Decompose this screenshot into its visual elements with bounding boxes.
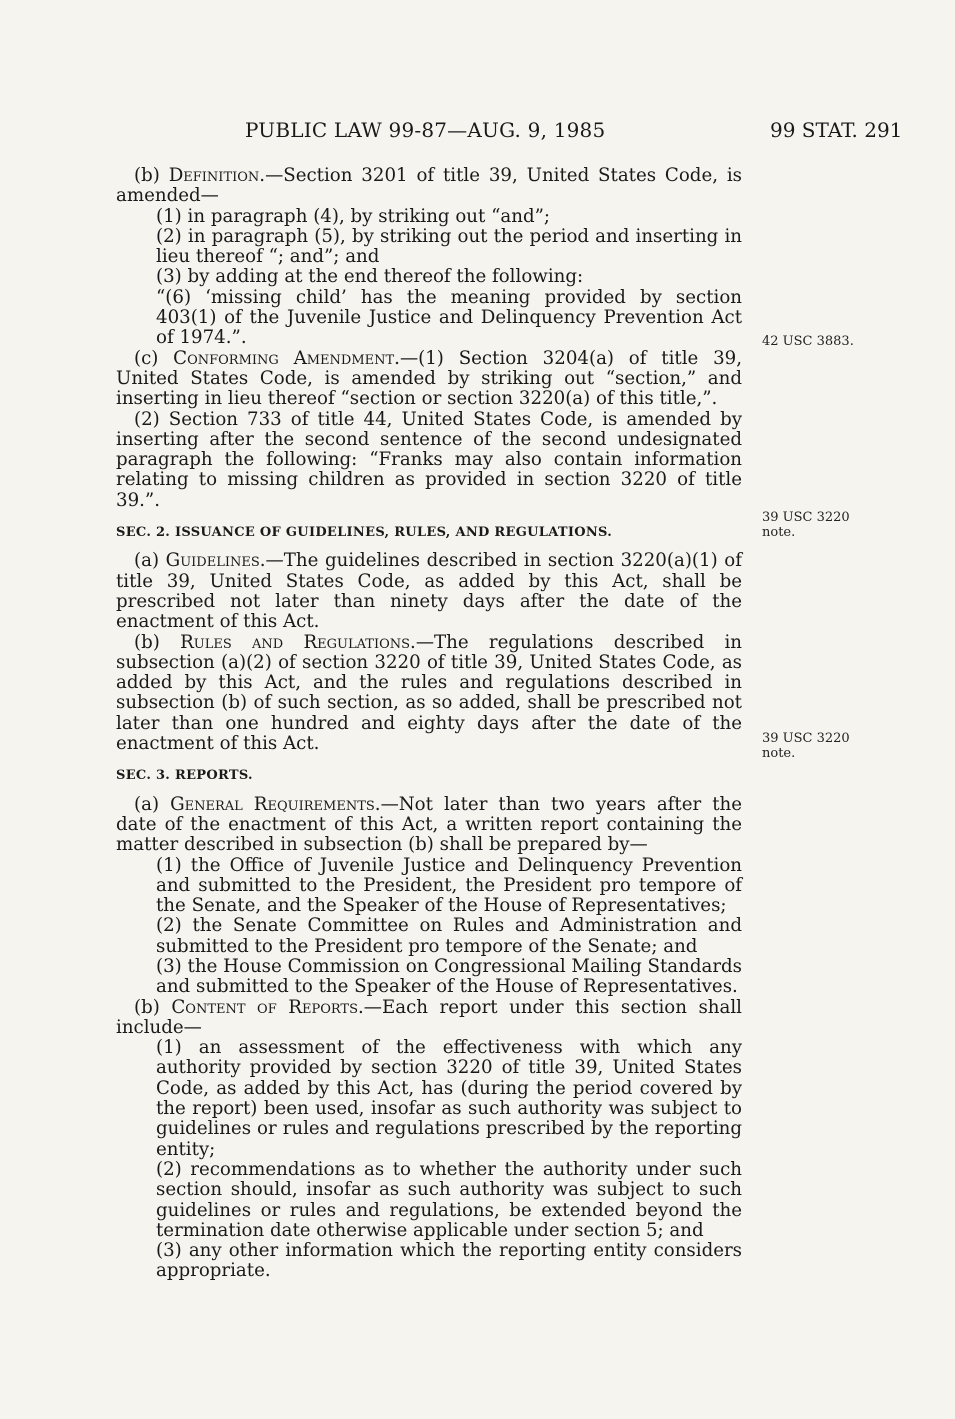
clause-3a3: (3) the House Commission on Congressional Mailing Standards and submitted to the Speaker of the House of Representatives. xyxy=(156,955,742,998)
paragraph-2a-guidelines xyxy=(116,551,742,632)
page-citation: 99 STAT. 291 xyxy=(770,118,903,142)
paragraph-b-definition xyxy=(116,166,742,207)
paragraph-c-conforming xyxy=(116,349,742,410)
paragraph-label: (a) xyxy=(134,550,166,572)
subsection-heading: Guidelines xyxy=(165,550,260,572)
clause-3b2: (2) recommendations as to whether the authority under such section should, insofar as such authority was subject to such guidelines or rules and regulations, be extended beyond the termination date otherwise applicable under section 5; and xyxy=(156,1158,742,1241)
clause-3b3: (3) any other information which the reporting entity considers appropriate. xyxy=(156,1240,742,1282)
paragraph-label: (b) xyxy=(134,631,181,653)
subsection-heading: Definition xyxy=(168,165,260,186)
paragraph-label: (a) xyxy=(134,793,171,815)
clause-3a1: (1) the Office of Juvenile Justice and Delinquency Prevention and submitted to the President, the President pro tempore of the Senate, and the Speaker of the House of Representatives; xyxy=(156,854,742,917)
clause-b2: (2) in paragraph (5), by striking out the period and inserting in lieu thereof “; and”; and xyxy=(156,225,742,268)
margin-note-42usc3883 xyxy=(762,334,872,349)
margin-note-text: 39 USC 3220 xyxy=(762,510,850,525)
section-2-heading: SEC. 2. ISSUANCE OF GUIDELINES, RULES, AND REGULATIONS. xyxy=(116,525,613,541)
subsection-heading: Content of Reports xyxy=(171,996,358,1018)
paragraph-label: (c) xyxy=(134,347,174,369)
subsection-heading: Conforming Amendment xyxy=(173,347,395,369)
margin-note-39usc3220-sec2 xyxy=(762,510,872,540)
paragraph-label: (b) xyxy=(134,996,172,1018)
paragraph-label: (b) xyxy=(134,165,169,186)
paragraph-3a-general xyxy=(116,795,742,856)
subsection-heading: Rules and Regulations xyxy=(180,631,411,653)
clause-3a2: (2) the Senate Committee on Rules and Administration and submitted to the President pro tempore of the Senate; and xyxy=(156,915,742,957)
paragraph-text: .—(1) Section 3204(a) of title 39, United States Code, is amended by striking out “section,” and inserting in lieu thereof “section or section 3220(a) of this title,”. xyxy=(116,347,742,410)
paragraph-text: .—Section 3201 of title 39, United States Code, is amended— xyxy=(116,165,742,207)
paragraph-c2: (2) Section 733 of title 44, United States Code, is amended by inserting after the second sentence of the second undesignated paragraph the following: “Franks may also contain information relating to missing children as provided in section 3220 of title 39.”. xyxy=(116,408,742,511)
quoted-definition: “(6) ‘missing child’ has the meaning provided by section 403(1) of the Juvenile Justice and Delinquency Prevention Act of 1974.”. xyxy=(156,286,742,349)
paragraph-text: .—Each report under this section shall include— xyxy=(116,996,742,1038)
section-3-heading: SEC. 3. REPORTS. xyxy=(116,768,253,784)
clause-b1: (1) in paragraph (4), by striking out “and”; xyxy=(156,205,551,227)
paragraph-text: .—The regulations described in subsection (a)(2) of section 3220 of title 39, United States Code, as added by this Act, and the rules and regulations described in subsection (b) of such section, as so added, shall be prescribed not later than one hundred and eighty days after the date of the enactment of this Act. xyxy=(116,631,742,755)
margin-note-39usc3220-sec3 xyxy=(762,731,872,761)
margin-note-text: 39 USC 3220 xyxy=(762,731,850,746)
clause-b3: (3) by adding at the end thereof the following: xyxy=(156,266,584,288)
margin-note-text: note. xyxy=(762,746,796,761)
margin-note-text: 42 USC 3883. xyxy=(762,334,854,349)
body-text xyxy=(116,166,742,1282)
paragraph-2b-rules xyxy=(116,633,742,755)
clause-3b1: (1) an assessment of the effectiveness with which any authority provided by section 3220 of title 39, United States Code, as added by this Act, has (during the period covered by the report) been used, insofar as such authority was subject to guidelines or rules and regulations prescribed by the reporting entity; xyxy=(156,1037,742,1160)
paragraph-text: .—The guidelines described in section 3220(a)(1) of title 39, United States Code, as added by this Act, shall be prescribed not later than ninety days after the date of the enactment of this Act. xyxy=(116,550,742,633)
paragraph-3b-content xyxy=(116,998,742,1039)
margin-note-text: note. xyxy=(762,525,796,540)
subsection-heading: General Requirements xyxy=(170,793,375,815)
paragraph-text: .—Not later than two years after the date of the enactment of this Act, a written report containing the matter described in subsection (b) shall be prepared by— xyxy=(116,793,743,856)
running-header: PUBLIC LAW 99-87—AUG. 9, 1985 xyxy=(245,118,606,142)
